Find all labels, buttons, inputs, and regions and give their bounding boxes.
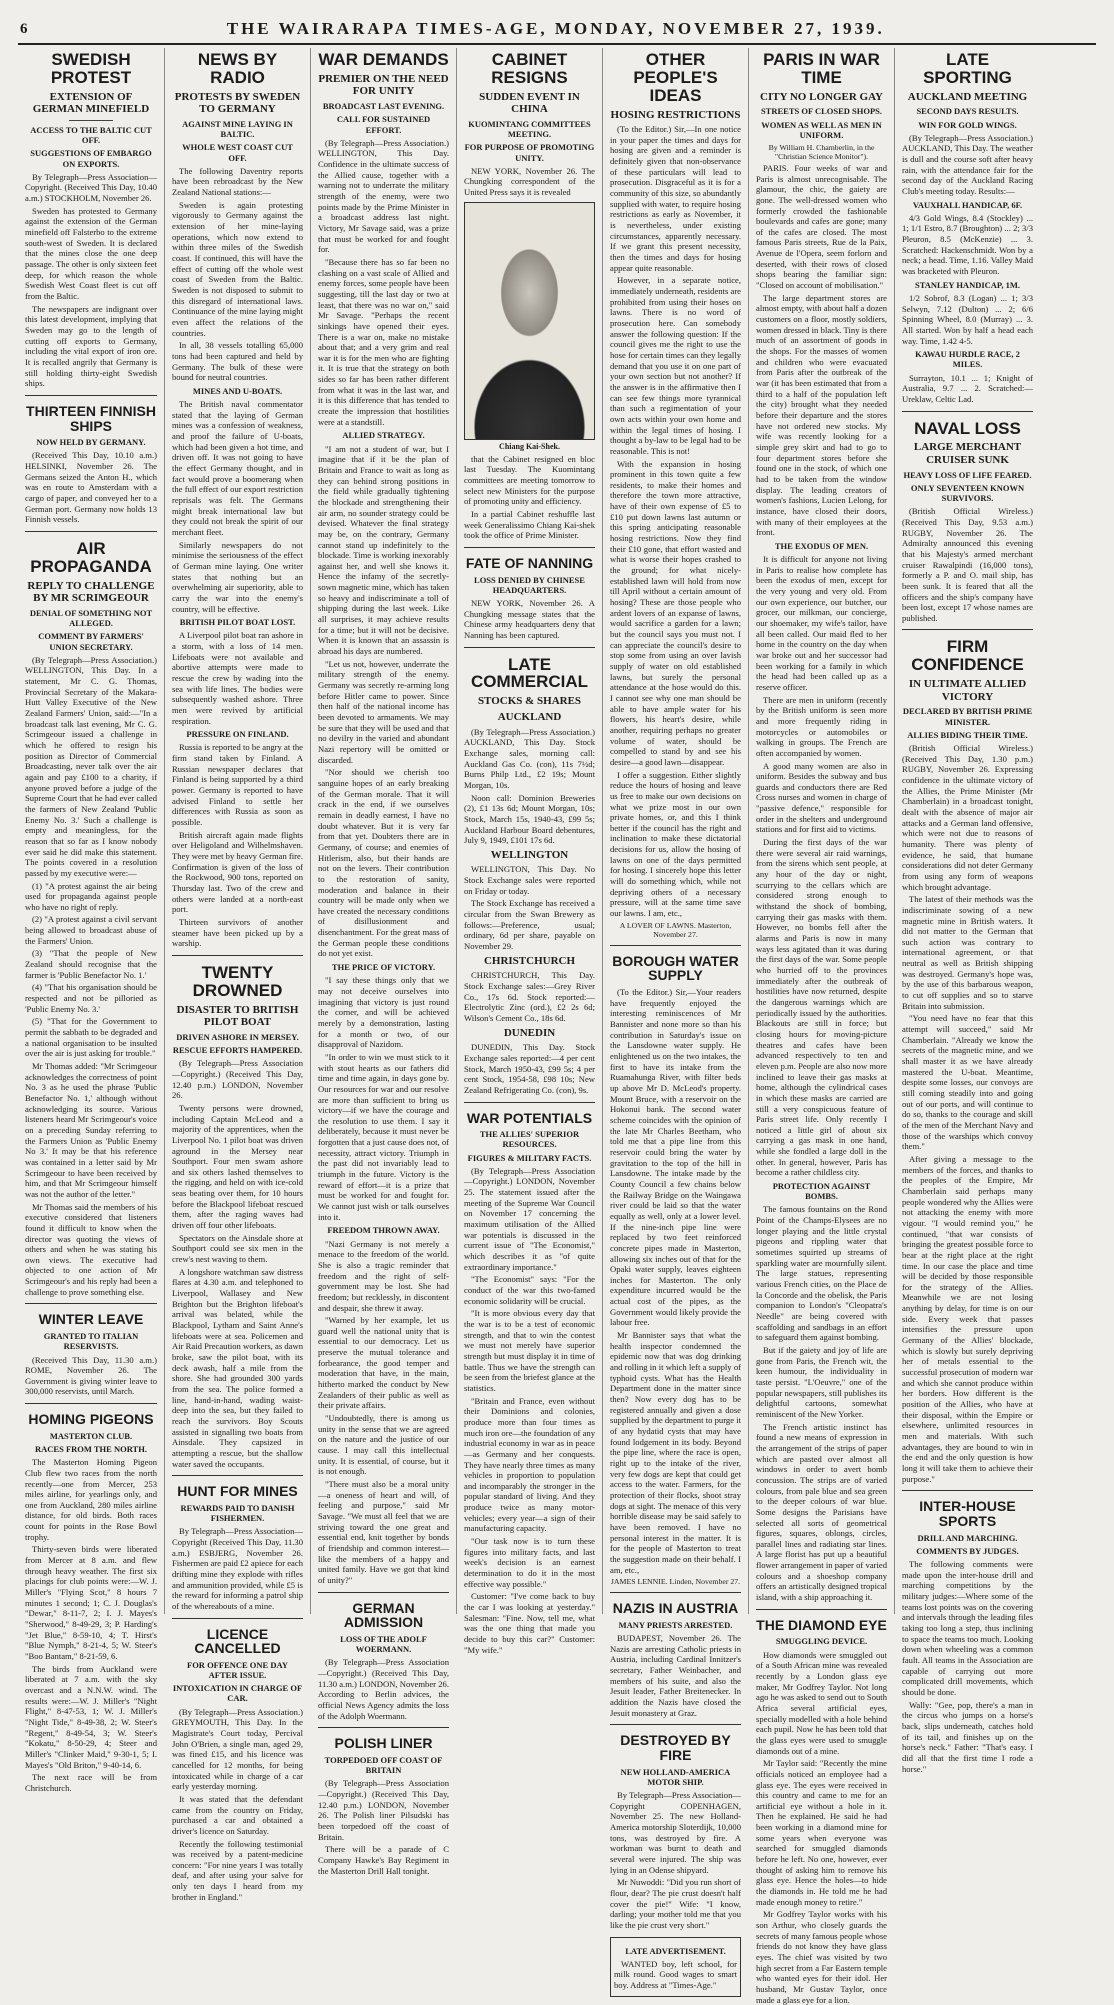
subheading: REWARDS PAID TO DANISH FISHERMEN. <box>180 1502 295 1524</box>
section-heading: KAWAU HURDLE RACE, 2 MILES. <box>915 349 1020 370</box>
article-naval-loss <box>902 411 1033 624</box>
article-late-sporting <box>902 51 1033 405</box>
headline: HUNT FOR MINES <box>177 1483 298 1500</box>
paragraph: WELLINGTON, This Day. No Stock Exchange sales were reported on Friday or today. <box>464 864 595 896</box>
paragraph: The latest of their methods was the indiscriminate sowing of a new magnetic mine in British waters. It did not matter to the German that such action was contrary to international agreement, or that neutral as well as British shipping was destroyed. Germany's hope was, by the use of this barbarous weapon, to cut off supplies and so to starve Britain into submission. <box>902 894 1033 1011</box>
subheading: ONLY SEVENTEEN KNOWN SURVIVORS. <box>910 482 1025 504</box>
section-heading: PRESSURE ON FINLAND. <box>186 729 289 740</box>
subheading: HEAVY LOSS OF LIFE FEARED. <box>903 469 1032 480</box>
article-body <box>464 598 595 641</box>
article-body <box>25 450 157 525</box>
headline: TWENTY DROWNED <box>192 962 283 1000</box>
article-body <box>25 172 157 389</box>
paragraph: Mr Nuwoddi: "Did you run short of flour, dear? The pie crust doesn't half cover the pie!" Wife: "I know, darling; your mother told me that you like the pie crust very short." <box>610 1877 741 1930</box>
article-polish-liner <box>318 1727 449 1876</box>
headline: FIRM CONFIDENCE <box>911 637 1024 675</box>
column-4 <box>456 48 602 1655</box>
article-air-propaganda <box>25 531 157 1297</box>
section-heading: THE EXODUS OF MEN. <box>774 540 869 551</box>
article-destroyed-by-fire <box>610 1724 741 1930</box>
paragraph: "Because there has so far been no clashing on a vast scale of Allied and enemy forces, some people have been suggesting, till the last day or two at least, that there was no war on," said Mr Savage. "Perhaps the recent sinkings have opened their eyes. There is a war on, make no mistake about that; and a very grim and real war it is for the men who are fighting it. It is true that the strategy on both sides so far has been rather different from what it was in the last war, and it is this difference that has tended to create the impression that hostilities were at a standstill. <box>318 256 449 427</box>
paragraph: Mr Taylor said: "Recently the mine officials noticed an employee had a glass eye. The eyes were received in this country and came to me for an artificial eye without a hole in it. Then he explained. He said he had been working in a diamond mine for some years when everyone was searched for smuggled diamonds before he left. No one, however, ever thought of asking him to remove his glass eye. Hence the holes—to hide the diamonds in. He told me he had made enough money to retire." <box>756 1758 887 1907</box>
paragraph: (Received This Day, 11.30 a.m.) ROME, November 26. The Government is giving winter leave to 300,000 reservists, until March. <box>25 1354 157 1397</box>
paragraph: NEW YORK, November 26. A Chungking message states that the Chinese army headquarters deny that Nanning has been captured. <box>464 598 595 640</box>
article-body <box>172 1526 303 1611</box>
subheading: PROTESTS BY SWEDEN TO GERMANY <box>174 90 301 116</box>
paragraph: "It is more obvious every day that the war is to be a test of economic strength, and that to win the contest we must not merely have superior strength but must display it in time of battle. Thus we have the strength can be seen from the briefest glance at the statistics. <box>464 1308 595 1393</box>
article-firm-confidence <box>902 629 1033 1484</box>
headline: WAR DEMANDS <box>318 50 449 69</box>
paragraph: Mr Godfrey Taylor works with his son Arthur, who closely guards the secrets of many famous people whose friends do not know they have glass eyes. The chief was visited by two high secret from a Far Eastern temple who wanted eyes for their idol. Her husband, Mr Gustav Taylor, once made a glass eye for a lion. <box>756 1909 887 2005</box>
paragraph: During the first days of the war there were several air raid warnings, from the sirens which sent people, at any hour of the day or night, scurrying to the cellars which are considered strong enough to withstand the shock of bombing, carrying their gas masks with them. However, no bombs fell after the alarms and Paris is now in many ways less agitated than it was during the first days of the war. Some people who hurried off to the provinces immediately after the outbreak of hostilities have now returned, despite the dangerous warnings which are periodically issued by the authorities. Blackouts are still in force; but closing hours for moving-picture theatres and cafes have been advanced respectively to ten and eleven p.m. People are also now more inclined to leave their gas masks at home, although the cylindrical cases in which these masks are carried are still a very conspicuous feature of Paris street life. Only recently I noticed a little girl of about six carrying a gas mask in one hand, while she fondled a large doll in the other. In general, however, Paris has become a rather childless city. <box>756 837 887 1178</box>
advertisement <box>610 1937 741 1997</box>
subheading: MASTERTON CLUB. <box>49 1430 133 1441</box>
paragraph: (5) "That for the Government to permit the sabbath to be degraded and a national organisation to be insulted over the air is just asking for trouble." <box>25 1016 157 1059</box>
paragraph: (By Telegraph—Press Association—Copyright.) (Received This Day, 12.40 p.m.) LONDON, November 26. The Polish liner Pilsudski has been torpedoed off the coast of Britain. <box>318 1778 449 1842</box>
article-body <box>610 987 741 1586</box>
paragraph: A good many women are also in uniform. Besides the subway and bus guards and conductors there are Red Cross nurses and women in charge of "passive defence," responsible for order in the shelters and underground stations and for first aid to victims. <box>756 760 887 835</box>
portrait-photo <box>464 202 595 440</box>
subheading: FOR OFFENCE ONE DAY AFTER ISSUE. <box>187 1659 288 1681</box>
subheading: LOSS DENIED BY CHINESE HEADQUARTERS. <box>474 574 585 595</box>
paragraph: (By Telegraph—Press Association.) WELLINGTON, This Day. In a statement, Mr C. G. Thomas, Provincial Secretary of the Makara-Hutt Valley Executive of the New Zealand Farmers' Union, said:—"In a broadcast talk last evening, Mr C. G. Scrimgeour issued a challenge in which he offered to resign his position as Director of Commercial Broadcasting, never talk over the air again and pay £100 to a charity, if anyone proved before a judge of the Supreme Court that he had ever called the farmers of New Zealand 'Public Enemy No. 3.' Such a challenge is empty and meaningless, for the reason that so far as I know nobody ever said he did make this statement. The points covered in a resolution passed by my executive were:— <box>25 654 157 878</box>
article-body <box>25 1355 157 1398</box>
subheading: MANY PRIESTS ARRESTED. <box>618 1619 733 1630</box>
paragraph: "You need have no fear that this attempt will succeed," said Mr Chamberlain. "Already we know the secrets of the magnetic mine, and we shall master it as we have already mastered the U-boat. Meantime, despite some losses, our convoys are still coming steadily into and going out of our ports, and will continue to do so, thanks to the courage and skill of the men of the Merchant Navy and those of the warships which convoy them." <box>902 1013 1033 1152</box>
paragraph: (By Telegraph—Press Association.) GREYMOUTH, This Day. In the Magistrate's Court today, Percival John O'Brien, a single man, aged 29, was fined £15, and his licence was cancelled for 12 months, for being intoxicated while in charge of a car early yesterday morning. <box>172 1706 303 1792</box>
headline: LATE COMMERCIAL <box>470 654 589 692</box>
article-inter-house-sports <box>902 1490 1033 1774</box>
article-body <box>172 1058 303 1469</box>
photo-caption: Chiang Kai-Shek. <box>499 441 560 451</box>
paragraph: "Let us not, however, underrate the military strength of the enemy. Germany was secretly re-arming long before Hitler came to power. Since then half of the national income has been devoted to armaments. We may be sure that they will be used and that no devilry in the varied and abundant Nazi repertory will be omitted or discarded. <box>318 658 449 765</box>
subheading: LARGE MERCHANT CRUISER SUNK <box>913 441 1022 467</box>
paragraph: Thirty-seven birds were liberated from Mercer at 8 a.m. and flew through heavy weather. The first six placings for club points were:—W. J. Miller's "Flying Scot," 8 hours 7 minutes 1 second; 1; C. J. Douglas's "Dewar," 8-11-7, 2; I. J. Mayes's "Sherwood," 8-49-29, 3; P. Harding's "Jet Blue," 8-59-10, 4; T. Hirst's "Blue Nymph," 8-21-4, 5; W. Steer's "Boo Bantam," 8-21-59, 6. <box>25 1544 157 1661</box>
article-other-peoples-ideas <box>610 51 741 939</box>
article-swedish-protest <box>25 51 157 389</box>
subheading: LOSS OF THE ADOLF WOERMANN. <box>340 1633 427 1655</box>
subheading: NOW HELD BY GERMANY. <box>36 437 146 448</box>
article-body <box>318 1657 449 1721</box>
headline: LATE ADVERTISEMENT. <box>625 1945 726 1956</box>
paragraph: Thirteen survivors of another steamer have been picked up by a warship. <box>172 916 303 949</box>
subheading: SUDDEN EVENT IN CHINA <box>479 90 580 116</box>
subheading: REPLY TO CHALLENGE BY MR SCRIMGEOUR <box>27 579 155 605</box>
subheading: ACCESS TO THE BALTIC CUT OFF. <box>30 124 152 146</box>
subheading: DRIVEN ASHORE IN MERSEY. <box>176 1031 299 1042</box>
headline: NEWS BY RADIO <box>197 50 278 87</box>
paragraph: WANTED boy, left school, for milk round. Good wages to smart boy. Address at "Times-Age." <box>614 1958 737 1991</box>
section-heading: MINES AND U-BOATS. <box>192 385 283 396</box>
paragraph: Surrayton, 10.1 ... 1; Knight of Australia, 9.7 ... 2. Scratched:—Ureklaw, Celtic Lad. <box>902 372 1033 404</box>
article-body <box>25 655 157 1298</box>
headline: NAZIS IN AUSTRIA <box>612 1600 739 1617</box>
article-body <box>318 1778 449 1876</box>
headline: INTER-HOUSE SPORTS <box>919 1498 1016 1529</box>
paragraph: A Liverpool pilot boat ran ashore in a storm, with a loss of 14 men. Lifeboats were not available and abortive attempts were made to rescue the crew by wading into the sea with life lines. The bodies were subsequently washed ashore. Three men were revived by artificial respiration. <box>172 630 303 726</box>
subheading: STOCKS & SHARES <box>477 695 582 708</box>
headline: BOROUGH WATER SUPPLY <box>612 952 739 984</box>
subheading: THE ALLIES' SUPERIOR RESOURCES. <box>479 1129 580 1150</box>
column-6 <box>748 48 894 2005</box>
article-body <box>25 1457 157 1793</box>
masthead <box>20 18 1096 40</box>
headline: LATE SPORTING <box>923 50 1012 87</box>
subheading: EXTENSION OF GERMAN MINEFIELD <box>32 90 150 116</box>
divider <box>69 120 114 121</box>
section-heading: FREEDOM THROWN AWAY. <box>327 1225 440 1236</box>
paragraph: PARIS. Four weeks of war and Paris is almost unrecognisable. The glamour, the chic, the gaiety are gone. The well-dressed women who formerly crowded the fashionable boulevards and cafes are gone; many of the cafes are closed. The most famous Paris streets, Rue de la Paix, Avenue de l'Opera, seem forlorn and deserted, with their rows of closed shops bearing the familiar sign: "Closed on account of mobilisation." <box>756 162 887 291</box>
paragraph: "Nor should we cherish too sanguine hopes of an early breaking of the German morale. That it will crack in the end, if we ourselves remain in deadly earnest, I have no doubt whatever. But it is very far from that yet. Doubters there are in Germany, of course; and enemies of Hitlerism, also, but their hands are not on the levers. Their contribution to the restoration of sanity, moderation and balance in their country will be made only when we have created the necessary conditions of disillusionment and disenchantment. For the great mass of the German people these conditions do not yet exist. <box>318 767 449 959</box>
paragraph: It was stated that the defendant came from the country on Friday, purchased a car and obtained a driver's licence on Saturday. <box>172 1793 303 1836</box>
paragraph: However, in a separate notice, immediately underneath, residents are prohibited from using their hoses on lawns. There is no word of prosecution here. Can somebody answer the following question: If the council gives me the right to use the hose for certain times can they legally demand that you use it on one part of your own section but not another? If the answer is in the affirmative then I can see few things more tyrannical than such a regimentation of your own acts within your own home and within the legal times of hosing. I thought a by-law to be legal had to be reasonable. This is not! <box>610 275 741 456</box>
paragraph: I offer a suggestion. Either slightly reduce the hours of hosing and leave us free to make our own decisions on what we prize most in our own private homes, or, and this I think better if the council has the right and inclination to make these dictatorial decisions for us, allow the hosing of lawns on one of the days permitted for hosing. I sincerely hope this letter will do something which, while not depriving others of a necessary pressure, will at the same time save our lawns. I am, etc., <box>610 769 741 919</box>
paragraph: that the Cabinet resigned en bloc last Tuesday. The Kuomintang committees are meeting tomorrow to select new Ministers for the purpose of promoting unity and efficiency. <box>464 453 595 507</box>
paragraph: (To the Editor.) Sir,—Your readers have frequently enjoyed the interesting reminiscences of Mr Bannister and none more so than his contribution in Saturday's issue on the Lansdowne water supply. He enlightened us on the two intakes, the first to have its intake from the Ruamahunga River, with filter beds up above Mr D. McLeod's property. Mount Bruce, with a reservoir on the Hokonui bank. The second water scheme coincides with the opinion of the late Mr Charles Beetham, who told me that a pipe line from this reservoir could bring the water by gravitation to the top of the hill in Lansdowne. The intake made by the County Council a few chains below the Railway Bridge on the Waingawa river could be laid so that the water equally as well, only at a lower level. If the nine-inch pipe line were replaced by two feet reinforced concrete pipes made in Masterton, allowing six inches out of that for the Opaki water supply, leaves eighteen inches for Masterton. The only expenditure incurred would be the actual cost of the pipes, as the Government would likely provide the labour free. <box>610 987 741 1328</box>
article-body <box>756 1650 887 2005</box>
page-number: 6 <box>20 20 28 37</box>
subheading: DECLARED BY BRITISH PRIME MINISTER. <box>902 706 1033 727</box>
paragraph: (By Telegraph—Press Association—Copyright.) (Received This Day, 11.30 a.m.) LONDON, November 26. According to Berlin advices, the official News Agency admits the loss of the Adolph Woermann. <box>318 1657 449 1721</box>
paragraph: "The Economist" says: "For the conduct of the war this two-famed economic solidarity will be crucial. <box>464 1274 595 1306</box>
subheading: PREMIER ON THE NEED FOR UNITY <box>318 72 449 98</box>
subheading: NEW HOLLAND-AMERICA MOTOR SHIP. <box>620 1766 731 1787</box>
subheading: SUGGESTIONS OF EMBARGO ON EXPORTS. <box>30 148 152 169</box>
subheading: DENIAL OF SOMETHING NOT ALLEGED. <box>29 607 153 629</box>
paragraph: The Masterton Homing Pigeon Club flew two races from the north recently—one from Mercer, 253 miles airline, for yearlings only, and one from Auckland, 280 miles airline distance, for old birds. Both races count for points in the Rose Bowl trophy. <box>25 1457 157 1542</box>
paragraph: (By Telegraph—Press Association—Copyright.) LONDON, November 25. The statement issued after the meeting of the Supreme War Council on November 17 concerning the maximum utilisation of the Allied war potentials is discussed in the current issue of "The Economist," which describes it as "of quite extraordinary importance." <box>464 1165 595 1272</box>
paragraph: "Undoubtedly, there is among us unity in the sense that we are agreed on the nature and the justice of our cause. I may call this intellectual unity. It is essential, of course, but it is not enough. <box>318 1413 449 1477</box>
column-7 <box>894 48 1040 1774</box>
subheading: FIGURES & MILITARY FACTS. <box>467 1152 592 1163</box>
paragraph: There will be a parade of C Company Hawke's Bay Regiment in the Masterton Drill Hall tonight. <box>318 1844 449 1876</box>
article-borough-water-supply <box>610 945 741 1586</box>
paragraph: The large department stores are almost empty, with about half a dozen customers on a floor, mostly soldiers, women dressed in black. Tiny is there much of an assortment of goods in the shops. For the masses of women and children who were evacuated from Paris after the outbreak of the war (it has been estimated that from a third to a half of the population left the city) brought what they needed before their departure and the stores have not ordered new stocks. My wife was recently looking for a simple grey skirt and had to go to four department stores before she found one in the stock, of which one had to be taken from the window display. The leading creators of women's fashions, Lucien Lelong, for instance, have closed their doors, with many of their employees at the front. <box>756 292 887 538</box>
paragraph: "Britain and France, even without their Dominions and colonies, produce more than four times as much iron ore—the foundation of any industrial economy in war as in peace—as Germany and her conquests. They have nearly three times as many vehicles in proportion to population and incomparably the stronger in the popular standard of living. And they produce twice as many motor-vehicles; every year—a sign of their manufacturing capacity. <box>464 1395 595 1534</box>
paragraph: A longshore watchman saw distress flares at 4.30 a.m. and telephoned to Liverpool, Wallasey and New Brighton but the Brighton lifeboat's arrival was belated, while the Blackpool, Lytham and Saint Anne's lifeboats were at sea. Policemen and Air Raid Precaution workers, as dawn broke, saw the pilot boat, with its deck awash, half a mile from the shore. She had grounded 300 yards from the sea. The police formed a line, hand-in-hand, wading waist-deep into the sea, but they failed to reach the survivors. Boy Scouts assisted in signalling two boats from Ainsdale. They capsized in attempting a rescue, but the shallow water saved the occupants. <box>172 1266 303 1469</box>
byline: By William H. Chamberlin, in the "Christian Science Monitor"). <box>768 142 875 161</box>
paragraph: Customer: "I've come back to buy the car I was looking at yesterday." Salesman: "Fine. Now, tell me, what was the one thing that made you decide to buy this car?" Customer: "My wife." <box>464 1591 595 1655</box>
headline: DESTROYED BY FIRE <box>620 1732 731 1764</box>
paragraph: Mr Thomas added: "Mr Scrimgeour acknowledges the correctness of point No. 3 as he used the phrase 'Public Benefactor No. 1,' although without acknowledging its source. Various listeners heard Mr Scrimgeour's voice on a preceding Sunday referring to the Farmers Union as 'Public Enemy No 3.' It may be that his reference was contained in a letter said by Mr Scrimgeour to have been received by him, and that Mr Scrimgeour himself was not the author of the letter." <box>25 1061 157 1199</box>
paragraph: (2) "A protest against a civil servant being allowed to broadcast abuse of the Farmers' Union. <box>25 914 157 946</box>
paragraph: (Received This Day, 10.10 a.m.) HELSINKI, November 26. The Germans seized the Anton H., which was en route to Amsterdam with a cargo of paper, and conveyed her to a German port. Germany now holds 13 Finnish vessels. <box>25 450 157 525</box>
article-winter-leave <box>25 1303 157 1397</box>
subheading: RACES FROM THE NORTH. <box>35 1444 147 1454</box>
paragraph: (British Official Wireless.) (Received This Day, 1.30 p.m.) RUGBY, November 26. Expressing confidence in the ultimate victory of the Allies, the Prime Minister (Mr Chamberlain) in a broadcast tonight, dealt with the absence of major air attacks and a German land offensive, which were not due to reasons of humanity. There was plenty of evidence, he said, that humane considerations did not deter Germany from using any form of weapons which brought advantage. <box>902 743 1033 892</box>
article-body <box>464 711 595 1096</box>
paragraph: "Our task now is to turn these figures into military facts, and last week's decision is an earnest determination to do it in the most effective way possible." <box>464 1536 595 1589</box>
section-heading: CHRISTCHURCH <box>483 954 576 967</box>
headline: GERMAN ADMISSION <box>343 1599 424 1631</box>
paragraph: Sweden is again protesting vigorously to Germany against the extension of her mine-laying operations, which now extend to within three miles of the Swedish coast. If continued, this will have the effect of cutting off the whole west coast of Sweden from the Baltic. Sweden is not disposed to submit to this disregard of international laws. Continuance of the mine laying might even affect the relations of the countries. <box>172 199 303 338</box>
article-nazis-in-austria <box>610 1592 741 1718</box>
section-heading: VAUXHALL HANDICAP, 6F. <box>912 199 1023 210</box>
subheading: TORPEDOED OFF COAST OF BRITAIN <box>324 1754 443 1776</box>
article-licence-cancelled <box>172 1618 303 1903</box>
article-war-demands <box>318 51 449 1586</box>
headline: FATE OF NANNING <box>465 554 594 571</box>
paragraph: (By Telegraph—Press Association—Copyright.) (Received This Day, 12.40 p.m.) LONDON, November 26. <box>172 1058 303 1101</box>
column-5 <box>602 48 748 1991</box>
paragraph: Spectators on the Ainsdale shore at Southport could see six men in the crew's nest waving to them. <box>172 1232 303 1265</box>
subheading: DRILL AND MARCHING. <box>917 1532 1018 1543</box>
article-body <box>902 743 1033 1484</box>
subheading: SECOND DAYS RESULTS. <box>916 106 1019 117</box>
column-1 <box>18 48 164 1793</box>
subheading: WHOLE WEST COAST CUT OFF. <box>182 142 293 163</box>
article-hunt-for-mines <box>172 1475 303 1611</box>
article-body <box>464 454 595 541</box>
paragraph: (British Official Wireless.) (Received This Day, 9.53 a.m.) RUGBY, November 26. The Admiralty announced this evening that his Majesty's armed merchant cruiser Rawalpindi (16,000 tons), formerly a P. and O. mail ship, has been sunk. It is feared that all the officers and the ship's company have been lost, except 17 whose names are published. <box>902 506 1033 623</box>
subheading: CALL FOR SUSTAINED EFFORT. <box>336 114 431 135</box>
signature: A LOVER OF LAWNS. Masterton, November 27. <box>619 920 732 939</box>
signature: JAMES LENNIE. Linden, November 27. <box>610 1577 741 1587</box>
subheading: RESCUE EFFORTS HAMPERED. <box>172 1045 303 1056</box>
columns <box>18 48 1096 2005</box>
section-heading: DUNEDIN <box>503 1026 556 1039</box>
paragraph: Similarly newspapers do not minimise the seriousness of the effect of German mine laying. One writer states that nothing but an overwhelming air superiority, able to carry the war into the enemy's country, will be effective. <box>172 539 303 614</box>
paragraph: Sweden has protested to Germany against the extension of the German minefield off Falsterbo to the extreme south-west of Sweden. It is declared that the mines close the one deep passage. The other is only sixteen feet deep, for which reason the whole Swedish West Coast fleet is cut off from the Baltic. <box>25 205 157 301</box>
paragraph: In a partial Cabinet reshuffle last week Generalissimo Chiang Kai-shek took the office of Prime Minister. <box>464 508 595 541</box>
paragraph: In all, 38 vessels totalling 65,000 tons had been captured and held by Germany. The bulk of these were bound for neutral countries. <box>172 340 303 383</box>
subheading: COMMENTS BY JUDGES. <box>916 1545 1019 1556</box>
paragraph: But if the gaiety and joy of life are gone from Paris, the French wit, the keen humour, the individuality in taste persist. "L'Oeuvre," one of the popular newspapers, still publishes its delightful cartoons, somewhat reminiscent of the New Yorker. <box>756 1345 887 1419</box>
headline: LICENCE CANCELLED <box>194 1625 281 1657</box>
article-fate-of-nanning <box>464 547 595 641</box>
article-german-admission <box>318 1592 449 1722</box>
paragraph: "Nazi Germany is not merely a menace to the freedom of the world. She is also a tragic reminder that freedom and the right of self-government may be lost. She had freedom; but recklessly, in discontent and despair, she threw it away. <box>318 1238 449 1313</box>
paragraph: "Warned by her example, let us guard well the national unity that is essential to our democracy. Let us preserve the mutual tolerance and forbearance, the good temper and moderation that have, in the main, hitherto marked the conduct by New Zealanders of their public as well as their private affairs. <box>318 1315 449 1411</box>
paragraph: The following comments were made upon the inter-house drill and marching competitions by the military judges:—Where some of the teams lost points was on the covering and intervals through the leading files taking too long a step, thus inclining to space the teams too much. Looking down when wheeling was a common fault. All teams in the Association are capable of carrying out more complicated drill movements, which should be done. <box>902 1559 1033 1697</box>
paragraph: (4) "That his organisation should be respected and not be pilloried as 'Public Enemy No. 3.' <box>25 982 157 1014</box>
paragraph: There are men in uniform (recently by the British uniform is seen more and more frequently riding in motorcycles or automobiles or walking in groups. The French are often accompanied by women. <box>756 694 887 758</box>
article-cabinet-resigns <box>464 51 595 541</box>
article-twenty-drowned <box>172 955 303 1469</box>
headline: SWEDISH PROTEST <box>50 50 132 87</box>
article-body <box>902 133 1033 405</box>
subheading: HOSING RESTRICTIONS <box>610 108 741 121</box>
paragraph: "There must also be a moral unity—a oneness of heart and will, of feeling and purpose," said Mr Savage. "We must all feel that we are striving toward the one great and essential end, knit together by bonds of friendship and common interest—like the members of a happy and united family. Have we got that kind of unity?" <box>318 1479 449 1585</box>
paragraph: BUDAPEST, November 26. The Nazis are arresting Catholic priests in Austria, including Cardinal Innitzer's secretary, Father Weinbacher, and members of his suite, and also the Jesuit leader, Father Breitenecker. In addition the Nazis have closed the Jesuit monastery at Graz. <box>610 1633 741 1718</box>
paragraph: Mr Bannister says that what the health inspector condemned the epidemic now that was dog drinking and rolling in it which left a supply of typhoid cysts. What has the Health Department done in the matter since then? Now every dog has to be registered annually and given a dose supplied by the department to purge it of any hydatid cysts that may have found lodgement in its body. Beyond the pipe line, where the race is open, right up to the intake of the river, very few dogs are kept that could get access to the water. Farmers, for the protection of their flocks, shoot stray dogs at sight. The menace of this very horrible disease may be said safely to have been removed. I have no personal interest in the matter. It is for the people of Masterton to treat the suggestion made on their behalf. I am, etc., <box>610 1330 741 1575</box>
section-heading: WELLINGTON <box>490 848 569 861</box>
article-body <box>610 1633 741 1718</box>
paragraph: After giving a message to the members of the forces, and thanks to the peoples of the Empire, Mr Chamberlain said perhaps many people wondered why the Allies were not attacking the enemy with more vigour. "I would remind you," he continued, "that war consists of bringing the greatest possible force to bear at the right place at the right time. In our case the place and time will be decided by those responsible for the strategy of the Allies. Meanwhile we are not losing anything by delay, for time is on our side. Every week that passes intensifies the pressure upon Germany of the Allies' blockade, which is slowly but surely depriving her of metals essential to the successful prosecution of modern war and which she cannot produce within her borders. How different is the position of the Allies, who have at their disposal, within the Empire or elsewhere, unlimited resources in men and materials. With such advantages, they are bound to win in the end and the only question is how long it will take them to achieve their purpose." <box>902 1153 1033 1484</box>
paragraph: "I say these things only that we may not deceive ourselves into imagining that victory is just round the corner, and will be achieved merely by a demonstration, lasting for a month or two, of our disapproval of Nazidom. <box>318 975 449 1050</box>
article-body <box>464 166 595 198</box>
article-body <box>902 1559 1033 1774</box>
paragraph: The birds from Auckland were liberated at 7 a.m. with the sky overcast and a N.N.W. wind. The results were:—W. J. Miller's "Night Flight," 8-47-53, 1; W. J. Miller's "Night Tide," 8-49-38, 2; W. Steer's "Regent," 8-49-54, 3; W. Steer's "Kokatu," 8-50-29, 4; Steer and Miller's "Clinker Maid," 9-30-1, 5; I. Mayes's "Old Briton," 9-40-14, 6. <box>25 1663 157 1770</box>
paragraph: Mr Thomas said the members of his executive considered that listeners found it difficult to know when the director was quoting the views of others and when he was stating his own views. The executive had objected to one action of Mr Scrimgeour's and his reply had been a challenge to prove something else. <box>25 1201 157 1297</box>
article-body <box>610 1790 741 1931</box>
paragraph: Russia is reported to be angry at the firm stand taken by Finland. A Russian newspaper declares that Finland is being supported by a third power. Germany is reported to have advised Finland to settle her differences with Russia as soon as possible. <box>172 742 303 828</box>
section-heading: AUCKLAND <box>497 710 562 723</box>
paragraph: Noon call: Dominion Breweries (2), £1 13s 6d; Mount Morgan, 10s; Stock, March 15s, 1940-43, £99 5s; Auckland Harbour Board debentures, July 9, 1949, £101 17s 6d. <box>464 792 595 846</box>
article-news-by-radio <box>172 51 303 949</box>
paragraph: CHRISTCHURCH, This Day. Stock Exchange sales:—Grey River Co., 17s 6d. Stock reported:—Electrolytic Zinc (ord.), £2 2s 6d; Wilson's Cement Co., 18s 6d. <box>464 970 595 1023</box>
paragraph: Recently the following testimonial was received by a patent-medicine concern: "For nine years I was totally deaf, and after using your salve for only ten days I heard from my brother in England." <box>172 1838 303 1902</box>
subheading: COMMENT BY FARMERS' UNION SECRETARY. <box>38 631 144 652</box>
headline: WAR POTENTIALS <box>466 1109 593 1126</box>
paragraph: By Telegraph—Press Association—Copyright (Received This Day, 11.30 a.m.) ESBJERG, November 26. Fishermen are paid £2 apiece for each drifting mine they explode with rifles and ammunition provided, while £5 is the reward for informing a patrol ship of the whereabouts of a mine. <box>172 1526 303 1611</box>
paragraph: With the expansion in hosing prominent in this town quite a few residents, to make their homes and therefore the town more attractive, have of their own expense of £5 to £10 put down lawns last autumn or this spring anticipating reasonable hosing restrictions. Now they find their £10 gone, that effort wasted and what is worse their hopes crashed to the ground; for what nicely-established lawn will hold from now till April without a certain amount of hosing? These are those people who ardent lovers of an expanse of lawns, would sacrifice a garden for a lawn; but the council says you must not. I can appreciate the council's desire to stop some from using an over lavish supply of water on old established lawns, but surely the personal attendance at the hose would do this. I cannot see why one man should be able to have ample water for his flowers, his heart's desire, while another, requiring perhaps no greater volume of water, should be compelled to stand by and see his desire—a good lawn—disappear. <box>610 458 741 767</box>
paragraph: (1) "A protest against the air being used for propaganda against people who have no right of reply. <box>25 880 157 912</box>
headline: POLISH LINER <box>334 1735 433 1752</box>
section-heading: ALLIED STRATEGY. <box>342 430 425 441</box>
paragraph: How diamonds were smuggled out of a South African mine was revealed recently by a London glass eye maker, Mr Godfrey Taylor. Not long ago he was asked to send out to South Africa several artificial eyes, specially modelled with a hole behind each pupil. Now he has been told that the glass eyes were used to smuggle diamonds out of a mine. <box>756 1649 887 1756</box>
subheading: AUCKLAND MEETING <box>907 90 1028 103</box>
paragraph: Twenty persons were drowned, including Captain McLeod and a majority of the apprentices, when the Liverpool No. 1 pilot boat was driven aground in the Mersey near Southport. Four men swam ashore and six others lashed themselves to the rigging, and held on with ice-cold seas beating over them, for 10 hours before the Blackpool lifeboat rescued them, after the raging waves had driven off four other lifeboats. <box>172 1102 303 1231</box>
paragraph: The British naval commentator stated that the laying of German mines was a confession of weakness, and proof the failure of U-boats, which had been given a hot time, and driven off. It was not going to have the effect Germany thought, and in fact would prove a boomerang when the full effect of our export restriction reprisals was felt. The Germans might break international law but they could not break the spirit of our merchant fleet. <box>172 399 303 537</box>
paragraph: British aircraft again made flights over Heligoland and Wilhelmshaven. They were met by heavy German fire. Confirmation is given of the loss of the Rockwood, 900 tons, reported on Thursday last. Two of the crew and others were landed at a north-east port. <box>172 829 303 915</box>
paragraph: Wally: "Gee, pop, there's a man in the circus who jumps on a horse's back, slips underneath, catches hold of its tail, and finishes up on the horse's neck." Father: "That's easy. I did all that the first time I rode a horse." <box>902 1699 1033 1774</box>
paragraph: (3) "That the people of New Zealand should recognise that the farmer is 'Public Benefactor No. 1.' <box>25 948 157 980</box>
subheading: IN ULTIMATE ALLIED VICTORY <box>908 678 1027 703</box>
article-late-commercial <box>464 647 595 1096</box>
paragraph: The French artistic instinct has found a new means of expression in the arrangement of the strips of paper which are pasted over almost all windows in order to avert bomb concussion. The strips are of varied colours, from pale blue and sea green to the deeper colours of war blue. Some designs the Parisians have selected all sorts of geometrical figures, squares, oblongs, circles, parallel lines and radiating star lines. A large florist has put up a beautiful flower arrangement in paper of varied colours and a shoeshop company offers an artistically designed tropical island, with a ship approaching it. <box>756 1421 887 1603</box>
paragraph: (By Telegraph—Press Association.) AUCKLAND, This Day. The weather is dull and the course soft after heavy rain, with the attendance fair for the second day of the Auckland Racing Club's meeting today. Results:— <box>902 132 1033 196</box>
subheading: AGAINST MINE LAYING IN BALTIC. <box>182 118 293 140</box>
subheading: FOR PURPOSE OF PROMOTING UNITY. <box>464 142 595 163</box>
article-body <box>614 1959 737 1991</box>
paragraph: The next race will be from Christchurch. <box>25 1772 157 1793</box>
headline: THE DIAMOND EYE <box>756 1616 887 1633</box>
paragraph: By Telegraph—Press Association—Copyright COPENHAGEN, November 25. The new Holland-America motorship Sloterdijk, 10,000 tons, was destroyed by fire. A workman was burnt to death and several were injured. The ship was lying in an Odense shipyard. <box>610 1790 741 1875</box>
paragraph: "I am not a student of war, but I imagine that if it be the plan of Britain and France to wait as long as they can behind strong positions in the field while gradually tightening the blockade and strengthening their air arm, no sounder strategy could be devised. Whatever the final strategy may be, on the contrary, Germany cannot stand up indefinitely to the blockade. Time is working inexorably against her, and well she knows it. Hence the infamy of the secretly-sown magnetic mine, which has taken so heavy and indiscriminate a toll of shipping during the last week. Like all surprises, it may achieve results for a time; but it will not be decisive. When it is known that an assassin is abroad his days are numbered. <box>318 443 449 657</box>
subheading: KUOMINTANG COMMITTEES MEETING. <box>468 118 591 140</box>
paragraph: NEW YORK, November 26. The Chungking correspondent of the United Press says it is revealed <box>464 165 595 198</box>
paragraph: It is difficult for anyone not living in Paris to realise how complete has been the exodus of men, except for the very young and very old. From our own experience, our butcher, our grocer, our milkman, our concierge, our shoemaker, my wife's tailor, have all been called. Our maid fled to her home in the country on the day when war broke out and her successor had been working for a family in which the head had been called up as a reserve officer. <box>756 554 887 692</box>
paragraph: DUNEDIN, This Day. Stock Exchange sales reported:—4 per cent Stock, March 1950-43, £99 5s; 4 per cent Stock, 1954-58, £98 10s; New Zealand Refrigerating Co. (con), 9s. <box>464 1042 595 1095</box>
article-body <box>756 163 887 1603</box>
headline: NAVAL LOSS <box>914 418 1021 438</box>
headline: PARIS IN WAR TIME <box>763 50 880 87</box>
newspaper-title: THE WAIRARAPA TIMES-AGE, MONDAY, NOVEMBER 27, 1939. <box>226 19 885 38</box>
subheading: WIN FOR GOLD WINGS. <box>918 119 1017 130</box>
paragraph: 4/3 Gold Wings, 8.4 (Stockley) ... 1; 1/1 Estro, 8.7 (Broughton) ... 2; 3/3 Pleuron, 8.5 (McKenzie) ... 3. Scratched: Hackenschmidt. Won by a neck; a head. Time, 1.16. Valley Maid was bracketed with Pleuron. <box>902 212 1033 277</box>
paragraph: "In order to win we must stick to it with stout hearts as our fathers did time and time again, in days gone by. Our resources for war and our resolve are more than sufficient to bring us victory—if we have the courage and the resolution to use them. I say it deliberately, because it must never be forgotten that a just cause does not, of necessity, attract victory. Triumph in the past did not invariably lead to triumph in the future. Victory is the reward of effort—it is a prize that must be worked for and fought for. We cannot just wish or talk ourselves into it. <box>318 1051 449 1222</box>
paragraph: The Stock Exchange has received a circular from the Swan Brewery as follows:—Preference, usual; ordinary, 6d per share, payable on November 29. <box>464 898 595 952</box>
subheading: WOMEN AS WELL AS MEN IN UNIFORM. <box>761 119 882 140</box>
article-body <box>172 1707 303 1903</box>
paragraph: (To the Editor.) Sir,—In one notice in your paper the times and days for hosing are given and a reminder is definitely given that non-observance of these particulars will lead to prosecution. Disgraceful as it is for a community of this size, so abundantly supplied with water, to require hosing restrictions as early as November, it is nevertheless, under existing circumstances, apparently necessary. If we grant this present necessity, then the times and days for hosing appear quite reasonable. <box>610 124 741 273</box>
article-body <box>610 124 741 939</box>
headline: HOMING PIGEONS <box>28 1411 154 1428</box>
article-body <box>318 138 449 1586</box>
subheading: STREETS OF CLOSED SHOPS. <box>760 106 883 117</box>
paragraph: The following Daventry reports have been rebroadcast by the New Zealand National stations:— <box>172 165 303 198</box>
section-heading: STANLEY HANDICAP, 1M. <box>914 279 1020 290</box>
section-heading: BRITISH PILOT BOAT LOST. <box>179 617 296 628</box>
headline: OTHER PEOPLE'S IDEAS <box>633 50 718 105</box>
article-war-potentials <box>464 1102 595 1656</box>
subheading: DISASTER TO BRITISH PILOT BOAT <box>176 1003 299 1029</box>
article-body <box>902 506 1033 623</box>
article-finnish-ships <box>25 395 157 525</box>
paragraph: By Telegraph—Press Association—Copyright. (Received This Day, 10.40 a.m.) STOCKHOLM, November 26. <box>25 171 157 204</box>
subheading: BROADCAST LAST EVENING. <box>322 101 445 112</box>
subheading: CITY NO LONGER GAY <box>760 90 883 103</box>
article-diamond-eye <box>756 1609 887 2005</box>
section-heading: PROTECTION AGAINST BOMBS. <box>772 1181 871 1202</box>
subheading: GRANTED TO ITALIAN RESERVISTS. <box>43 1331 139 1352</box>
article-body <box>464 1166 595 1656</box>
paragraph: The famous fountains on the Rond Point of the Champs-Elysees are no longer playing and the little crystal pigeons and rippling water that sometimes squirted up streams of sparkling water are mournfully silent. The large statues, representing various French cities, on the Place de la Concorde and the obelisk, the Paris companion to London's "Cleopatra's Needle" are being covered with scaffolding and sandbags in an effort to safeguard them against bombing. <box>756 1204 887 1343</box>
headline: CABINET RESIGNS <box>491 50 568 87</box>
subheading: SMUGGLING DEVICE. <box>775 1636 868 1647</box>
headline: WINTER LEAVE <box>38 1311 144 1328</box>
column-2 <box>164 48 310 1902</box>
section-heading: THE PRICE OF VICTORY. <box>331 962 436 973</box>
paragraph: The newspapers are indignant over this latest development, implying that Sweden may go to the length of cutting off exports to Germany, including the vital export of iron ore. It is recalled angrily that Germany is still holding thirty-eight Swedish ships. <box>25 303 157 389</box>
subheading: INTOXICATION IN CHARGE OF CAR. <box>172 1683 303 1704</box>
article-homing-pigeons <box>25 1403 157 1793</box>
column-3 <box>310 48 456 1876</box>
article-body <box>172 166 303 949</box>
article-paris-in-war-time <box>756 51 887 1603</box>
headline: AIR PROPAGANDA <box>30 539 152 576</box>
paragraph: (By Telegraph—Press Association.) AUCKLAND, This Day. Stock Exchange sales, morning call: Auckland Gas Co. (con), 11s 7½d; Burns Philp Ltd., £2 19s; Mount Morgan, 10s. <box>464 726 595 790</box>
subheading: ALLIES BIDING THEIR TIME. <box>907 729 1028 740</box>
paragraph: 1/2 Sobrof, 8.3 (Logan) ... 1; 3/3 Selwyn, 7.12 (Dulton) ... 2; 6/6 Spinning Wheel, 8.0 (Murray) ... 3. All started. Won by half a head each way. Time, 1.42 4-5. <box>902 292 1033 346</box>
paragraph: (By Telegraph—Press Association.) WELLINGTON, This Day. Confidence in the ultimate success of the Allied cause, together with a warning not to underrate the military strength of the enemy, were two points made by the Prime Minister in a broadcast address last night. Victory, Mr Savage said, was a prize that must be worked for and fought for. <box>318 137 449 255</box>
masthead-rule <box>18 43 1096 45</box>
headline: THIRTEEN FINNISH SHIPS <box>26 402 156 434</box>
